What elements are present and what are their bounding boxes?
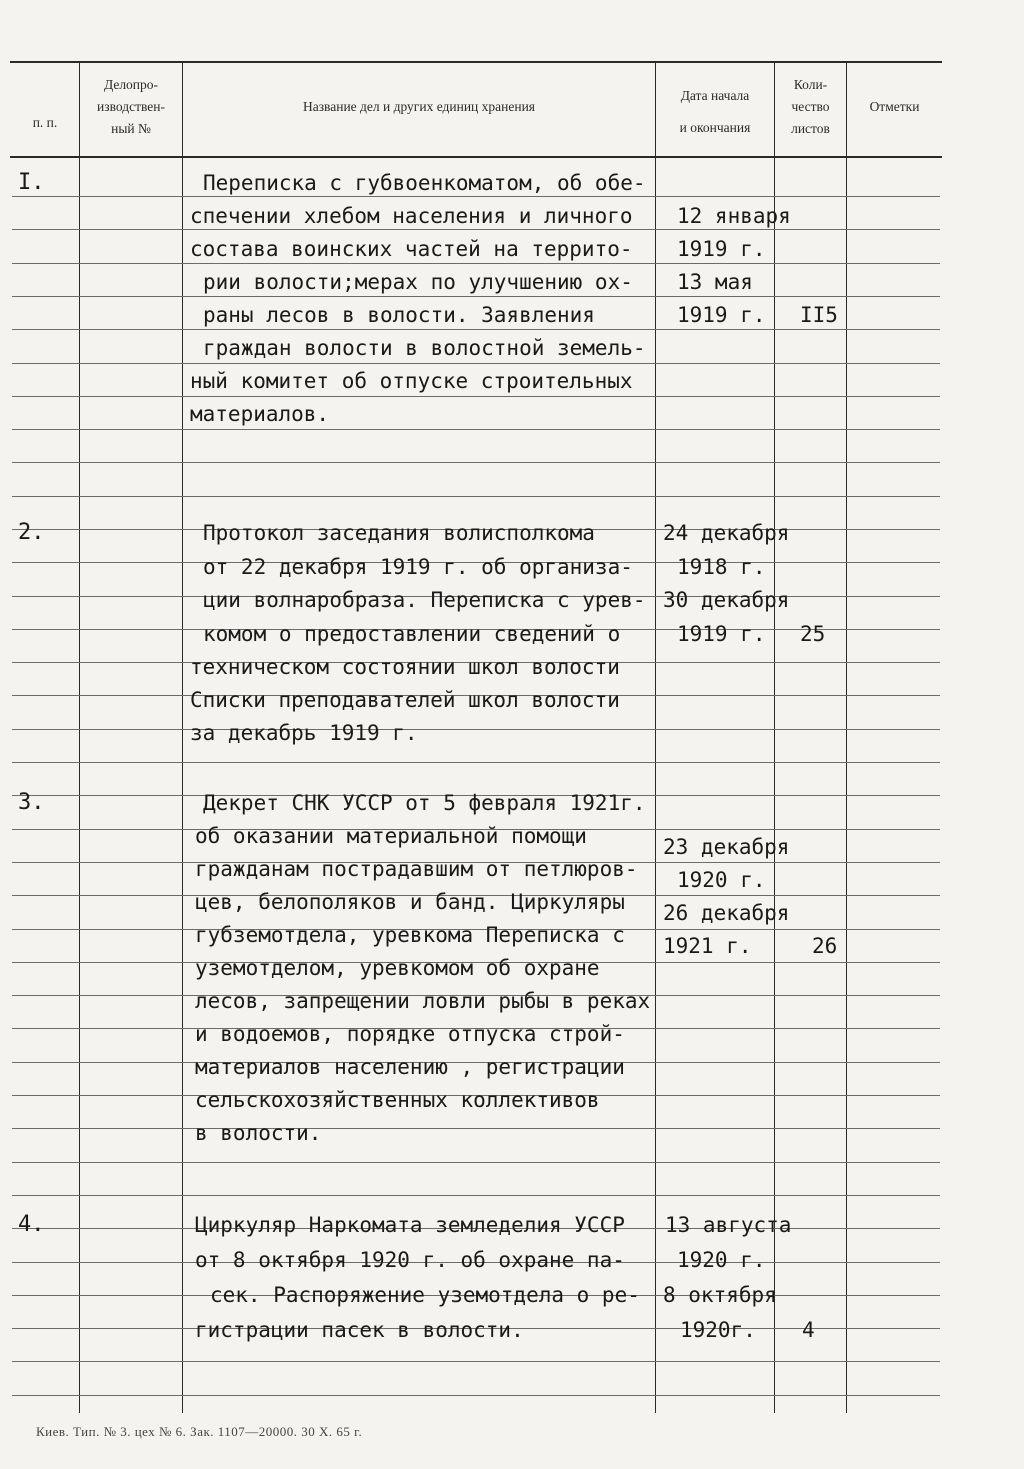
row-3-date-line: 1921 г.: [663, 934, 752, 958]
row-1-title-line: ный комитет об отпуске строительных: [190, 369, 633, 393]
row-3-title-line: губземотдела, уревкома Переписка с: [195, 923, 625, 947]
header-col-dates: Дата начала и окончания: [679, 88, 751, 135]
row-1-date-line: 12 января: [677, 204, 791, 228]
row-2-date-line: 30 декабря: [663, 588, 790, 612]
row-3-title-line: гражданам пострадавшим от петлюров-: [195, 857, 638, 881]
header-col-office: Делопро- изводствен- ный №: [97, 77, 165, 136]
row-2-title-line: Протокол заседания волисполкома: [203, 521, 595, 545]
ruled-line: [12, 1361, 940, 1362]
header-col-notes: Отметки: [869, 99, 920, 114]
row-3-title-line: цев, белополяков и банд. Циркуляры: [195, 890, 625, 914]
row-3-date-line: 23 декабря: [663, 835, 790, 859]
row-1-date-line: 1919 г.: [677, 237, 766, 261]
header-top-rule: [10, 61, 942, 63]
row-3-sheets: 26: [812, 934, 838, 958]
row-2-date-line: 1918 г.: [677, 555, 766, 579]
row-2-title-line: Списки преподавателей школ волости: [190, 688, 620, 712]
row-1-date-line: 1919 г.: [677, 303, 766, 327]
row-1-title-line: материалов.: [190, 402, 330, 426]
row-3-title-line: уземотделом, уревкомом об охране: [195, 956, 600, 980]
row-3-title-line: и водоемов, порядке отпуска строй-: [195, 1022, 625, 1046]
row-2-number: 2.: [18, 520, 45, 545]
header-col-sheets: Коли- чество листов: [791, 77, 830, 136]
ruled-line: [12, 1162, 940, 1163]
row-3-title-line: лесов, запрещении ловли рыбы в реках: [195, 989, 651, 1013]
row-4-sheets: 4: [802, 1318, 815, 1342]
header-col-num: п. п.: [32, 115, 58, 130]
row-3-title-line: в волости.: [195, 1121, 322, 1145]
row-2-title-line: комом о предоставлении сведений о: [203, 622, 621, 646]
header-bottom-rule: [10, 156, 942, 158]
row-3-title-line: Декрет СНК УССР от 5 февраля 1921г.: [203, 791, 646, 815]
ruled-line: [12, 496, 940, 497]
print-footer: Киев. Тип. № 3. цех № 6. Зак. 1107—20000. 30 X. 65 г.: [36, 1424, 363, 1439]
row-1-number: I.: [18, 170, 45, 195]
row-2-title-line: за декабрь 1919 г.: [190, 721, 418, 745]
row-1-title-line: рии волости;мерах по улучшению ох-: [203, 270, 633, 294]
header-col-title: Название дел и других единиц хранения: [302, 99, 536, 114]
row-4-date-line: 13 августа: [665, 1213, 792, 1237]
row-3-number: 3.: [18, 790, 45, 815]
row-3-title-line: материалов населению , регистрации: [195, 1055, 625, 1079]
row-1-title-line: раны лесов в волости. Заявления: [203, 303, 595, 327]
row-1-title-line: Переписка с губвоенкоматом, об обе-: [203, 171, 646, 195]
row-4-date-line: 1920 г.: [677, 1248, 766, 1272]
row-2-title-line: ции волнаробраза. Переписка с урев-: [203, 588, 646, 612]
row-2-title-line: от 22 декабря 1919 г. об организа-: [203, 555, 633, 579]
ruled-line: [12, 762, 940, 763]
ruled-line: [12, 1395, 940, 1396]
row-4-title-line: гистрации пасек в волости.: [195, 1318, 524, 1342]
row-2-title-line: техническом состоянии школ волости: [190, 655, 620, 679]
row-4-title-line: сек. Распоряжение уземотдела о ре-: [210, 1283, 640, 1307]
row-1-date-line: 13 мая: [677, 270, 753, 294]
ruled-line: [12, 429, 940, 430]
ruled-line: [12, 729, 940, 730]
row-4-date-line: 1920г.: [680, 1318, 756, 1342]
row-2-date-line: 1919 г.: [677, 622, 766, 646]
row-2-sheets: 25: [800, 622, 826, 646]
row-4-number: 4.: [18, 1212, 45, 1237]
row-3-title-line: об оказании материальной помощи: [195, 824, 587, 848]
row-4-title-line: от 8 октября 1920 г. об охране па-: [195, 1248, 625, 1272]
row-1-title-line: состава воинских частей на террито-: [190, 237, 633, 261]
row-4-title-line: Циркуляр Наркомата земледелия УССР: [195, 1213, 625, 1237]
row-3-title-line: сельскохозяйственных коллективов: [195, 1088, 600, 1112]
row-1-title-line: спечении хлебом населения и личного: [190, 204, 633, 228]
row-4-date-line: 8 октября: [663, 1283, 777, 1307]
row-2-date-line: 24 декабря: [663, 521, 790, 545]
ruled-line: [12, 462, 940, 463]
row-3-date-line: 26 декабря: [663, 901, 790, 925]
ruled-line: [12, 1128, 940, 1129]
ruled-line: [12, 1195, 940, 1196]
row-3-date-line: 1920 г.: [677, 868, 766, 892]
row-1-title-line: граждан волости в волостной земель-: [203, 336, 646, 360]
row-1-sheets: II5: [800, 303, 838, 327]
